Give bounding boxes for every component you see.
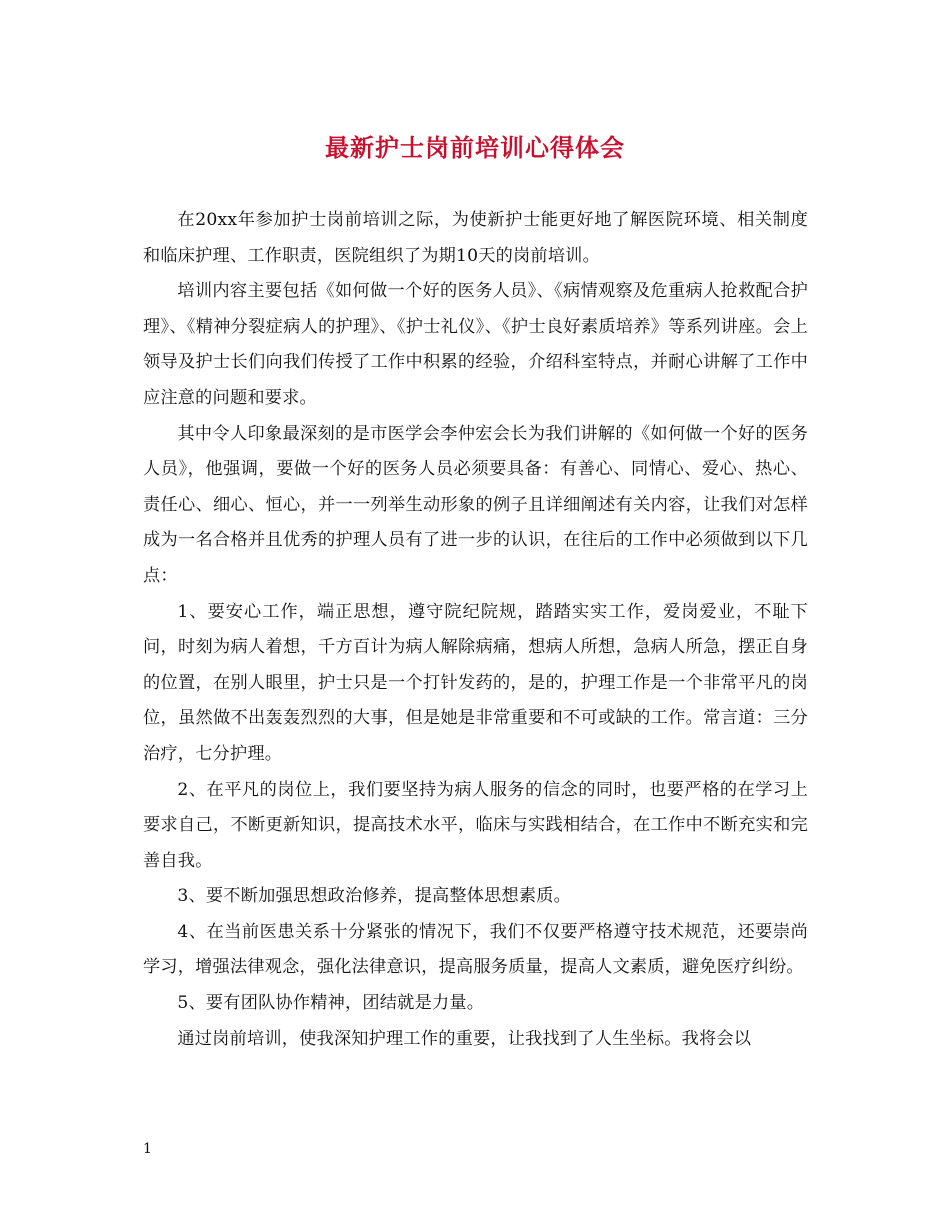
paragraph-point-3: 3、要不断加强思想政治修养，提高整体思想素质。 — [177, 886, 572, 907]
paragraph-conclusion: 通过岗前培训，使我深知护理工作的重要，让我找到了人生坐标。我将会以 — [177, 1028, 752, 1049]
page-number: 1 — [143, 1141, 152, 1157]
paragraph-point-5: 5、要有团队协作精神，团结就是力量。 — [177, 993, 485, 1014]
paragraph-intro: 在20xx年参加护士岗前培训之际，为使新护士能更好地了解医院环境、相关制度和临床护理、工作职责，医院组织了为期10天的岗前培训。 — [143, 210, 808, 266]
paragraph-point-1: 1、要安心工作，端正思想，遵守院纪院规，踏踏实实工作，爱岗爱业，不耻下问，时刻为病人着想，千方百计为病人解除病痛，想病人所想，急病人所急，摆正自身的位置，在别人眼里，护士只是一个打针发药的，是的，护理工作是一个非常平凡的岗位，虽然做不出轰轰烈烈的大事，但是她是非常重要和不可或缺的工作。常言道：三分治疗，七分护理。 — [143, 601, 808, 764]
paragraph-point-4: 4、在当前医患关系十分紧张的情况下，我们不仅要严格遵守技术规范，还要崇尚学习，增强法律观念，强化法律意识，提高服务质量，提高人文素质，避免医疗纠纷。 — [143, 921, 808, 978]
paragraph-lecture-impression: 其中令人印象最深刻的是市医学会李仲宏会长为我们讲解的《如何做一个好的医务人员》，他强调，要做一个好的医务人员必须要具备：有善心、同情心、爱心、热心、责任心、细心、恒心，并一一列举生动形象的例子且详细阐述有关内容，让我们对怎样成为一名合格并且优秀的护理人员有了进一步的认识，在往后的工作中必须做到以下几点： — [143, 423, 808, 586]
paragraph-training-content: 培训内容主要包括《如何做一个好的医务人员》、《病情观察及危重病人抢救配合护理》、《精神分裂症病人的护理》、《护士礼仪》、《护士良好素质培养》等系列讲座。会上领导及护士长们向我们传授了工作中积累的经验，介绍科室特点，并耐心讲解了工作中应注意的问题和要求。 — [143, 281, 808, 408]
paragraph-point-2: 2、在平凡的岗位上，我们要坚持为病人服务的信念的同时，也要严格的在学习上要求自己，不断更新知识，提高技术水平，临床与实践相结合，在工作中不断充实和完善自我。 — [143, 779, 808, 871]
document-title: 最新护士岗前培训心得体会 — [325, 133, 625, 162]
document-body — [143, 203, 808, 1057]
